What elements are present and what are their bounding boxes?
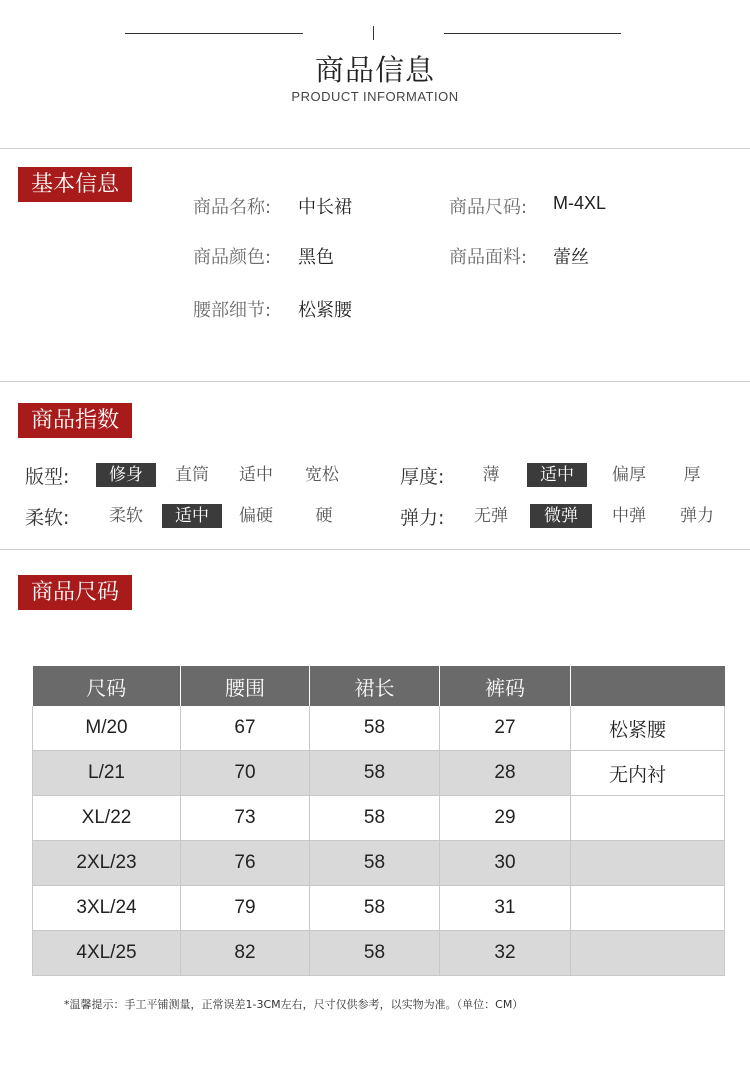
- field-fabric-value: 蕾丝: [553, 247, 589, 268]
- size-table: [32, 666, 725, 976]
- thickness-option-medium: 适中: [527, 463, 587, 487]
- cell-length: 58: [310, 751, 440, 796]
- field-color-key: 商品颜色:: [193, 247, 272, 268]
- section-label-basic: 基本信息: [18, 167, 132, 202]
- cell-waist: 73: [181, 796, 310, 841]
- col-header-pants-size: 裤码: [440, 666, 571, 706]
- header-center-tick: [373, 26, 374, 40]
- cell-size: 3XL/24: [33, 886, 181, 931]
- fit-option-medium: 适中: [239, 465, 273, 485]
- cell-pants: 29: [440, 796, 571, 841]
- cell-waist: 67: [181, 706, 310, 751]
- cell-length: 58: [310, 886, 440, 931]
- fit-option-straight: 直筒: [175, 465, 209, 485]
- index-fit-title: 版型:: [25, 466, 70, 488]
- cell-length: 58: [310, 706, 440, 751]
- page-subtitle: PRODUCT INFORMATION: [291, 89, 459, 104]
- header-left-rule: [125, 33, 303, 34]
- fit-option-loose: 宽松: [305, 465, 339, 485]
- field-fabric-key: 商品面料:: [449, 247, 528, 268]
- header-right-rule: [444, 33, 621, 34]
- cell-waist: 70: [181, 751, 310, 796]
- cell-size: XL/22: [33, 796, 181, 841]
- field-name-value: 中长裙: [298, 197, 352, 218]
- table-row: [33, 706, 725, 751]
- field-size-value: M-4XL: [553, 193, 607, 213]
- table-row: [33, 931, 725, 976]
- divider-3: [0, 549, 750, 550]
- field-name-key: 商品名称:: [193, 197, 272, 218]
- field-waist-value: 松紧腰: [298, 300, 352, 321]
- table-row: [33, 841, 725, 886]
- divider-2: [0, 381, 750, 382]
- cell-note: 松紧腰: [571, 706, 725, 751]
- col-header-size: 尺码: [33, 666, 181, 706]
- cell-pants: 31: [440, 886, 571, 931]
- thickness-option-thicker: 偏厚: [612, 465, 646, 485]
- softness-option-medium: 适中: [162, 504, 222, 528]
- field-color-value: 黑色: [298, 247, 334, 268]
- index-softness-title: 柔软:: [25, 507, 70, 529]
- field-waist-key: 腰部细节:: [193, 300, 272, 321]
- elasticity-option-high: 弹力: [680, 506, 714, 526]
- cell-pants: 30: [440, 841, 571, 886]
- cell-length: 58: [310, 841, 440, 886]
- cell-waist: 76: [181, 841, 310, 886]
- cell-pants: 28: [440, 751, 571, 796]
- cell-waist: 79: [181, 886, 310, 931]
- elasticity-option-slight: 微弹: [530, 504, 592, 528]
- cell-note: [571, 796, 725, 841]
- page-title: 商品信息: [314, 53, 435, 87]
- elasticity-option-none: 无弹: [474, 506, 508, 526]
- softness-option-hard: 硬: [315, 506, 333, 526]
- thickness-option-thin: 薄: [482, 465, 500, 485]
- softness-option-firm: 偏硬: [239, 506, 273, 526]
- divider-1: [0, 148, 750, 149]
- cell-pants: 27: [440, 706, 571, 751]
- table-row: [33, 886, 725, 931]
- section-label-index: 商品指数: [18, 403, 132, 438]
- cell-waist: 82: [181, 931, 310, 976]
- cell-pants: 32: [440, 931, 571, 976]
- fit-option-slim: 修身: [96, 463, 156, 487]
- cell-note: 无内衬: [571, 751, 725, 796]
- index-elasticity-title: 弹力:: [400, 507, 445, 529]
- field-size-key: 商品尺码:: [449, 197, 528, 218]
- section-label-size: 商品尺码: [18, 575, 132, 610]
- cell-note: [571, 931, 725, 976]
- col-header-waist: 腰围: [181, 666, 310, 706]
- table-row: [33, 751, 725, 796]
- col-header-skirt-length: 裙长: [310, 666, 440, 706]
- table-row: [33, 796, 725, 841]
- cell-length: 58: [310, 796, 440, 841]
- elasticity-option-medium: 中弹: [612, 506, 646, 526]
- cell-note: [571, 886, 725, 931]
- thickness-option-thick: 厚: [683, 465, 701, 485]
- cell-length: 58: [310, 931, 440, 976]
- cell-size: L/21: [33, 751, 181, 796]
- cell-size: 4XL/25: [33, 931, 181, 976]
- measurement-note: *温馨提示：手工平铺测量，正常误差1-3CM左右，尺寸仅供参考，以实物为准。（单位：CM）: [64, 998, 524, 1011]
- cell-size: M/20: [33, 706, 181, 751]
- size-table-header-row: [33, 666, 725, 706]
- index-thickness-title: 厚度:: [400, 466, 445, 488]
- softness-option-soft: 柔软: [109, 506, 143, 526]
- cell-size: 2XL/23: [33, 841, 181, 886]
- cell-note: [571, 841, 725, 886]
- col-header-notes: [571, 666, 725, 706]
